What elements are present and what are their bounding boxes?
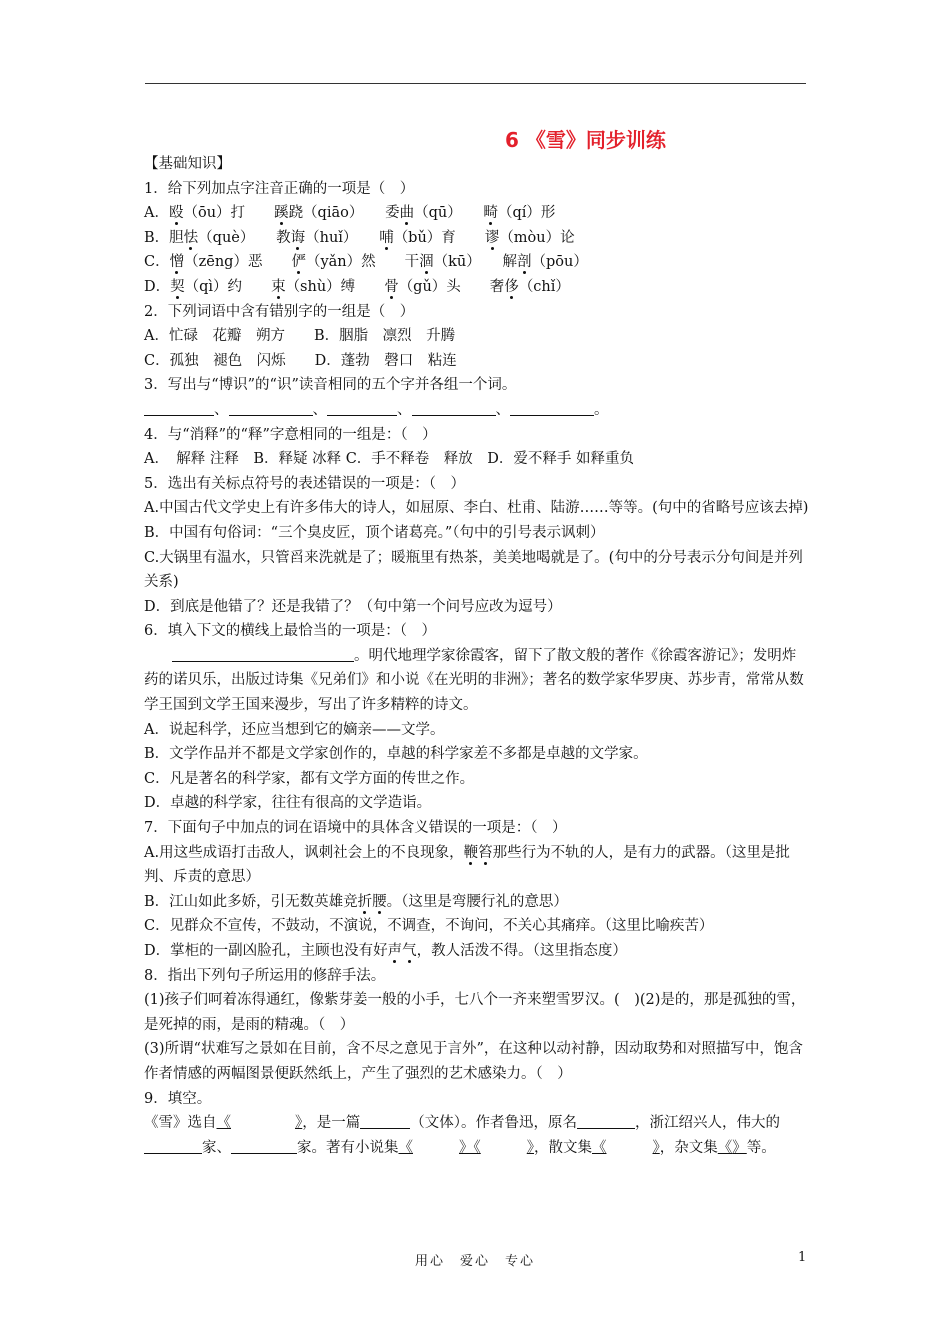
book-title-blank[interactable]: 《》 <box>717 1139 747 1156</box>
question-3-answer-blanks: 、 、 、 、 。 <box>144 398 809 423</box>
answer-blank[interactable] <box>229 399 313 416</box>
answer-blank[interactable] <box>577 1112 635 1129</box>
question-1-stem: 1．给下列加点字注音正确的一项是（ ） <box>144 180 415 197</box>
question-5-option-d: D．到底是他错了？还是我错了？（句中第一个问号应改为逗号） <box>144 598 562 615</box>
answer-blank[interactable] <box>144 399 214 416</box>
header-rule <box>145 83 806 84</box>
answer-blank[interactable] <box>412 399 496 416</box>
question-5-option-a: A.中国古代文学史上有许多伟大的诗人，如屈原、李白、杜甫、陆游……等等。(句中的省略号应该去掉) <box>144 500 809 517</box>
question-2-options-ab: A．忙碌 花瓣 朔方 B．胭脂 凛烈 升腾 <box>144 328 456 345</box>
question-5-stem: 5．选出有关标点符号的表述错误的一项是：（ ） <box>144 475 465 492</box>
question-6-option-b: B．文学作品并不都是文学家创作的，卓越的科学家差不多都是卓越的文学家。 <box>144 746 648 763</box>
question-6-option-c: C．凡是著名的科学家，都有文学方面的传世之作。 <box>144 770 475 787</box>
question-6-option-d: D．卓越的科学家，往往有很高的文学造诣。 <box>144 795 432 812</box>
question-9-stem: 9．填空。 <box>144 1090 212 1107</box>
question-2-stem: 2．下列词语中含有错别字的一组是（ ） <box>144 303 415 320</box>
question-7-stem: 7．下面句子中加点的词在语境中的具体含义错误的一项是：（ ） <box>144 820 567 837</box>
question-5-option-c: C.大锅里有温水，只管舀来洗就是了；暖瓶里有热茶，美美地喝就是了。(句中的分号表示分句间是并列关系) <box>144 549 803 591</box>
section-heading: 【基础知识】 <box>144 156 231 172</box>
question-9-fill-text: 《雪》选自《 》，是一篇 （文体）。作者鲁迅，原名 ，浙江绍兴人，伟大的家、 家。著有小说集《 》《 》，散文集《 》，杂文集《》等。 <box>144 1111 809 1160</box>
question-4-options: A． 解释 注释 B．释疑 冰释 C．手不释卷 释放 D．爱不释手 如释重负 <box>144 451 635 468</box>
answer-blank[interactable] <box>144 1137 202 1154</box>
question-7-option-b: B．江山如此多娇，引无数英雄竞折腰。（这里是弯腰行礼的意思） <box>144 893 568 910</box>
book-title-blank[interactable]: 《 》 <box>592 1139 660 1156</box>
question-2-options-cd: C．孤独 褪色 闪烁 D．蓬勃 磬口 粘连 <box>144 352 457 369</box>
question-7-option-d: D．掌柜的一副凶脸孔，主顾也没有好声气，教人活泼不得。（这里指态度） <box>144 943 627 959</box>
answer-blank[interactable] <box>327 399 397 416</box>
page-footer: 用心 爱心 专心 <box>414 1254 535 1269</box>
question-1-option-b: B．胆怯（què） 教诲（huǐ） 哺（bǔ）育 谬（mòu）论 <box>144 229 575 246</box>
page-number: 1 <box>798 1250 807 1265</box>
question-5-option-b: B．中国有句俗词：“三个臭皮匠，顶个诸葛亮。”（句中的引号表示讽刺） <box>144 524 605 541</box>
page-title: 6 《雪》同步训练 <box>505 128 666 152</box>
question-6-stem: 6．填入下文的横线上最恰当的一项是：（ ） <box>144 623 436 640</box>
book-title-blank[interactable]: 《 》《 》 <box>398 1139 534 1156</box>
answer-blank[interactable] <box>360 1112 410 1129</box>
question-7-option-a: A.用这些成语打击敌人，讽刺社会上的不良现象，鞭笞那些行为不轨的人，是有力的武器。（这里是批判、斥责的意思） <box>144 844 790 886</box>
question-4-stem: 4．与“消释”的“释”字意相同的一组是：（ ） <box>144 426 437 443</box>
question-1-option-d: D．契（qì）约 束（shù）缚 骨（gǔ）头 奢侈（chǐ） <box>144 278 570 295</box>
question-6-passage: 。明代地理学家徐霞客，留下了散文般的著作《徐霞客游记》；发明炸药的诺贝乐，出版过诗集《兄弟们》和小说《在光明的非洲》；著名的数学家华罗庚、苏步青，常常从数学王国到文学王国来漫步，写出了许多精粹的诗文。 <box>144 644 809 718</box>
question-8-stem: 8．指出下列句子所运用的修辞手法。 <box>144 967 386 984</box>
question-8-sentence-3: (3)所谓“状难写之景如在目前，含不尽之意见于言外”，在这种以动衬静，因动取势和对照描写中，饱含作者情感的两幅图景便跃然纸上，产生了强烈的艺术感染力。（ ） <box>144 1041 803 1082</box>
answer-blank[interactable] <box>510 399 594 416</box>
question-7-option-c: C．见群众不宣传，不鼓动，不演说，不调查，不询问，不关心其痛痒。（这里比喻疾苦） <box>144 918 714 935</box>
question-6-option-a: A．说起科学，还应当想到它的嫡亲——文学。 <box>144 721 445 738</box>
question-1-option-a: A．殴（ōu）打 蹊跷（qiāo） 委曲（qū） 畸（qí）形 <box>144 205 556 222</box>
exercise-body <box>144 152 809 1160</box>
answer-blank[interactable] <box>172 645 354 662</box>
question-8-sentences-1-2: (1)孩子们呵着冻得通红，像紫芽姜一般的小手，七八个一齐来塑雪罗汉。( )(2)是的，那是孤独的雪，是死掉的雨，是雨的精魂。（ ） <box>144 992 806 1033</box>
question-1-option-c: C．憎（zēng）恶 俨（yǎn）然 干涸（kū） 解剖（pōu） <box>144 254 588 271</box>
book-title-blank[interactable]: 《 》 <box>216 1115 303 1132</box>
answer-blank[interactable] <box>231 1137 297 1154</box>
question-3-stem: 3．写出与“博识”的“识”读音相同的五个字并各组一个词。 <box>144 377 517 394</box>
